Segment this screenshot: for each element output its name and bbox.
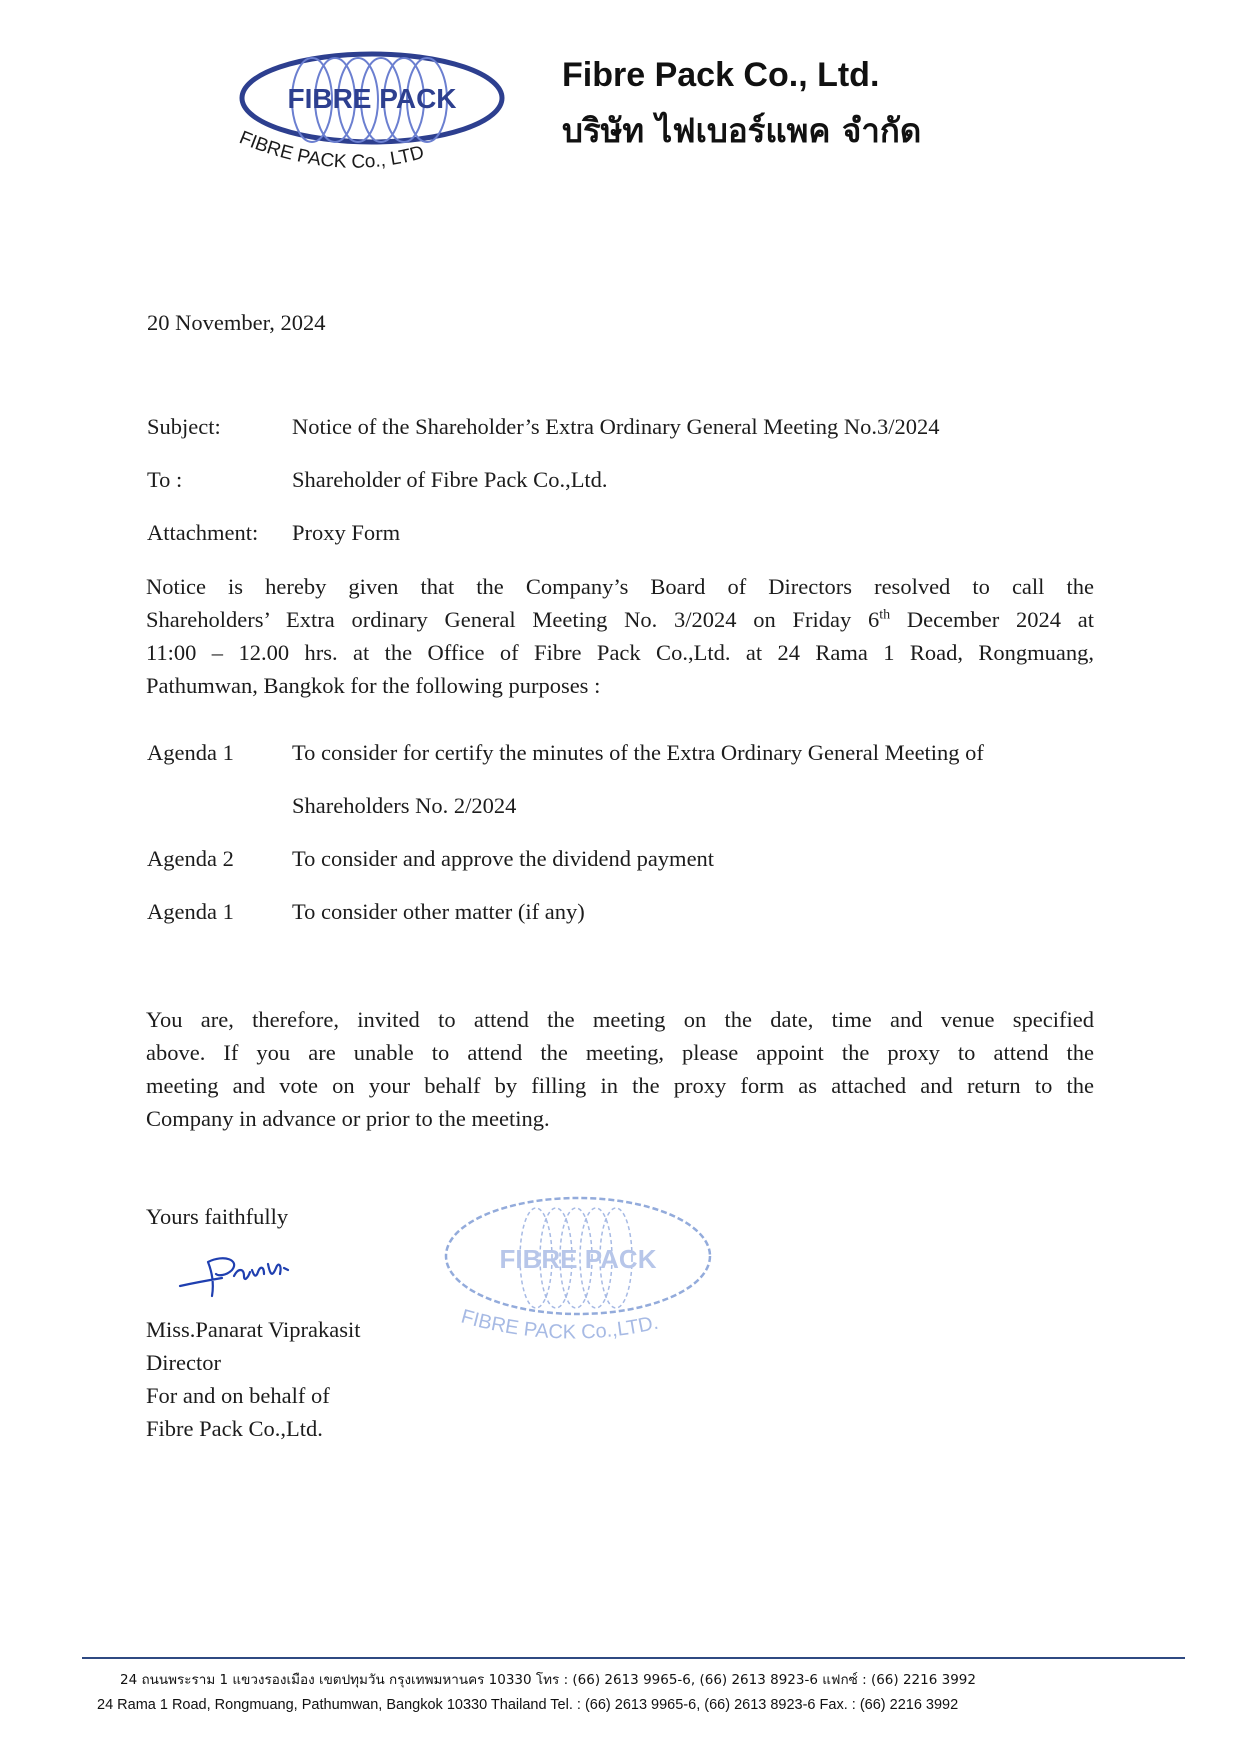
closing-line: You are, therefore, invited to attend the meeting on the date, time and venue specified [146, 1007, 1094, 1032]
company-logo [220, 50, 530, 200]
agenda-label: Agenda 1 [147, 740, 234, 765]
agenda-item-cont: Shareholders No. 2/2024 [292, 793, 517, 818]
footer-divider [82, 1657, 1185, 1659]
agenda-item: To consider and approve the dividend payment [292, 846, 715, 871]
closing-line: above. If you are unable to attend the meeting, please appoint the proxy to attend the [146, 1040, 1094, 1065]
signer-title: Director [146, 1350, 221, 1375]
svg-text:FIBRE PACK Co., LTD [236, 127, 426, 173]
stamp-arc-text: FIBRE PACK Co.,LTD. [458, 1305, 661, 1344]
notice-paragraph [146, 570, 1094, 702]
agenda-item: To consider for certify the minutes of the Extra Ordinary General Meeting of [292, 740, 984, 765]
behalf-line: For and on behalf of [146, 1383, 330, 1408]
letter-date: 20 November, 2024 [147, 310, 326, 335]
attachment-label: Attachment: [147, 520, 259, 545]
closing-line: Company in advance or prior to the meeting. [146, 1106, 550, 1131]
footer-address-th: 24 ถนนพระราม 1 แขวงรองเมือง เขตปทุมวัน กรุงเทพมหานคร 10330 โทร : (66) 2613 9965-6, (66) 2613 8923-6 แฟกซ์ : (66) 2216 3992 [120, 1672, 976, 1688]
logo-arc-text: FIBRE PACK Co., LTD [236, 127, 427, 173]
closing-paragraph [146, 1003, 1094, 1135]
notice-line: 11:00 – 12.00 hrs. at the Office of Fibre Pack Co.,Ltd. at 24 Rama 1 Road, Rongmuang, [146, 640, 1094, 665]
to-value: Shareholder of Fibre Pack Co.,Ltd. [292, 467, 608, 492]
subject-label: Subject: [147, 414, 221, 439]
valediction: Yours faithfully [146, 1204, 289, 1229]
notice-line: Shareholders’ Extra ordinary General Meeting No. 3/2024 on Friday 6th December 2024 at [146, 607, 1094, 632]
notice-line: Pathumwan, Bangkok for the following purposes : [146, 673, 601, 698]
behalf-company: Fibre Pack Co.,Ltd. [146, 1416, 323, 1441]
signature [178, 1244, 308, 1304]
company-stamp [438, 1188, 718, 1358]
subject-value: Notice of the Shareholder’s Extra Ordinary General Meeting No.3/2024 [292, 414, 940, 439]
logo-text: FIBRE PACK [287, 83, 457, 114]
company-name-en: Fibre Pack Co., Ltd. [562, 56, 880, 94]
to-label: To : [147, 467, 183, 492]
closing-line: meeting and vote on your behalf by filling in the proxy form as attached and return to the [146, 1073, 1094, 1098]
agenda-label: Agenda 2 [147, 846, 234, 871]
company-name-th: บริษัท ไฟเบอร์แพค จำกัด [562, 111, 922, 150]
stamp-text: FIBRE PACK [499, 1244, 657, 1274]
svg-text:FIBRE PACK Co.,LTD. [459, 1306, 661, 1344]
attachment-value: Proxy Form [292, 520, 401, 545]
agenda-item: To consider other matter (if any) [292, 899, 585, 924]
signer-name: Miss.Panarat Viprakasit [146, 1317, 361, 1342]
notice-line: Notice is hereby given that the Company’s Board of Directors resolved to call the [146, 574, 1094, 599]
agenda-label: Agenda 1 [147, 899, 234, 924]
footer-address-en: 24 Rama 1 Road, Rongmuang, Pathumwan, Bangkok 10330 Thailand Tel. : (66) 2613 9965-6, (66) 2613 8923-6 Fax. : (66) 2216 3992 [97, 1697, 959, 1713]
